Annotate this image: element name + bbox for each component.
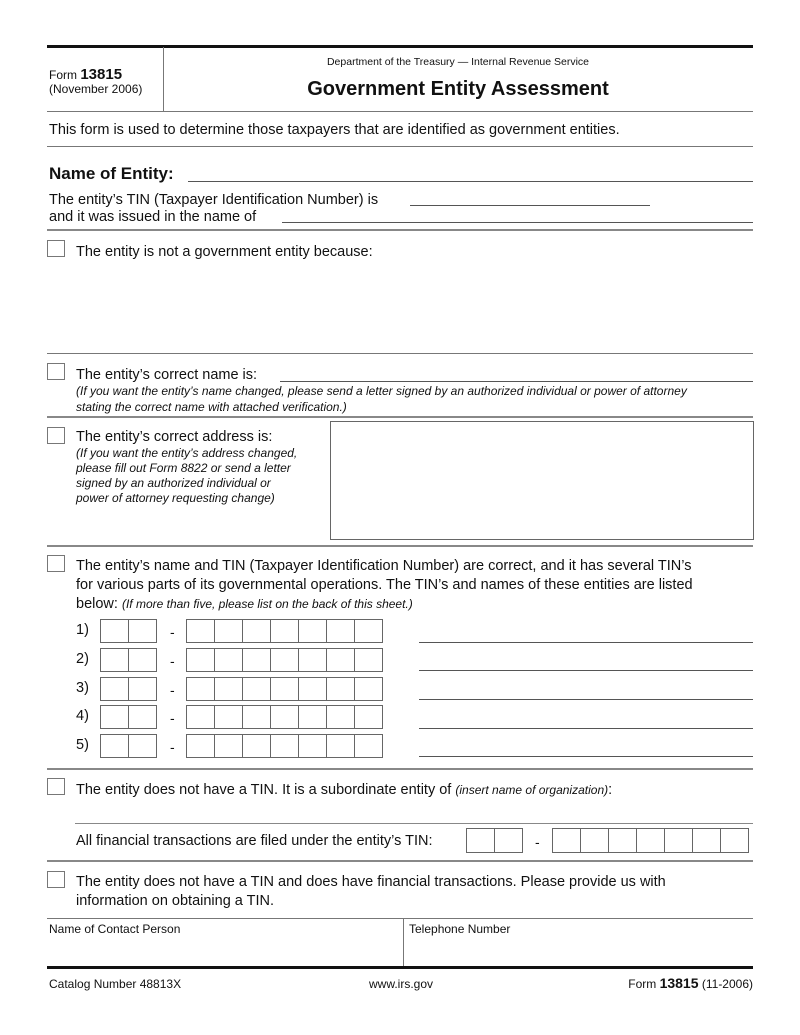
entity-rule [47, 229, 753, 231]
form-id [49, 66, 122, 83]
tin-digit-box[interactable] [186, 705, 215, 729]
correct-address-note-1: (If you want the entity’s address changed, [76, 446, 298, 460]
tin-digit-box[interactable] [100, 734, 129, 758]
tin-digit-box[interactable] [326, 648, 355, 672]
correct-name-note-2: stating the correct name with attached verification.) [76, 400, 347, 414]
subordinate-rule [47, 860, 753, 862]
tin-digit-box[interactable] [298, 648, 327, 672]
form-date: (November 2006) [49, 82, 143, 96]
top-rule [47, 45, 753, 48]
tin-digit-box[interactable] [270, 619, 299, 643]
tin-digit-box[interactable] [242, 677, 271, 701]
tin-row-number: 4) [76, 708, 89, 724]
contact-name-field[interactable] [47, 938, 402, 965]
tin-digit-box[interactable] [354, 619, 383, 643]
tin-digit-box[interactable] [186, 648, 215, 672]
tin-digit-box[interactable] [270, 648, 299, 672]
tin-digit-box[interactable] [494, 828, 523, 853]
several-tins-line-2: for various parts of its governmental operations. The TIN’s and names of these entities are listed [76, 577, 693, 593]
not-government-reason-field[interactable] [76, 265, 753, 350]
tin-row-suffix-boxes [186, 677, 383, 701]
tin-digit-box[interactable] [100, 705, 129, 729]
tin-dash: - [170, 739, 175, 755]
several-tins-checkbox[interactable] [47, 555, 65, 572]
tin-row-name-field[interactable] [419, 728, 753, 729]
correct-name-checkbox[interactable] [47, 363, 65, 380]
footer-form-number: 13815 [659, 975, 699, 991]
footer-form-id [628, 975, 753, 991]
tin-digit-box[interactable] [720, 828, 749, 853]
form-number: 13815 [80, 66, 123, 83]
tin-digit-box[interactable] [326, 677, 355, 701]
tin-digit-box[interactable] [214, 648, 243, 672]
correct-address-checkbox[interactable] [47, 427, 65, 444]
correct-address-note-2: please fill out Form 8822 or send a letter [76, 461, 291, 475]
transactions-tin-prefix-boxes [466, 828, 523, 853]
several-tins-line-1: The entity’s name and TIN (Taxpayer Identification Number) are correct, and it has several TIN’s [76, 558, 692, 574]
tin-digit-box[interactable] [326, 734, 355, 758]
tin-digit-box[interactable] [270, 677, 299, 701]
tin-digit-box[interactable] [186, 677, 215, 701]
tin-digit-box[interactable] [354, 734, 383, 758]
tin-dash: - [170, 653, 175, 669]
tin-digit-box[interactable] [186, 619, 215, 643]
tin-digit-box[interactable] [214, 734, 243, 758]
tin-digit-box[interactable] [466, 828, 495, 853]
tin-digit-box[interactable] [692, 828, 721, 853]
page-title: Government Entity Assessment [307, 78, 609, 100]
subordinate-checkbox[interactable] [47, 778, 65, 795]
correct-address-label: The entity’s correct address is: [76, 429, 273, 445]
footer-form-prefix: Form [628, 977, 657, 991]
tin-field[interactable] [410, 205, 650, 206]
not-government-label: The entity is not a government entity because: [76, 244, 373, 260]
entity-name-field[interactable] [188, 181, 753, 182]
tin-digit-box[interactable] [242, 648, 271, 672]
transactions-tin-suffix-boxes [552, 828, 749, 853]
tin-digit-box[interactable] [298, 734, 327, 758]
subordinate-colon: : [608, 782, 613, 798]
intro-rule [47, 146, 753, 147]
entity-name-label: Name of Entity: [49, 164, 174, 183]
correct-name-note-1: (If you want the entity’s name changed, please send a letter signed by an authorized individual or power of attorney [76, 384, 687, 398]
tin-row-name-field[interactable] [419, 642, 753, 643]
form-prefix: Form [49, 68, 77, 82]
correct-name-field[interactable] [280, 381, 753, 382]
several-tins-rule [47, 768, 753, 770]
tin-digit-box[interactable] [128, 734, 157, 758]
footer-form-rev: (11-2006) [701, 977, 753, 991]
tin-digit-box[interactable] [128, 705, 157, 729]
tin-digit-box[interactable] [186, 734, 215, 758]
transactions-tin-dash: - [535, 834, 540, 850]
tin-digit-box[interactable] [128, 648, 157, 672]
tin-digit-box[interactable] [354, 705, 383, 729]
tin-digit-box[interactable] [100, 619, 129, 643]
tin-row-name-field[interactable] [419, 756, 753, 757]
telephone-field[interactable] [405, 938, 753, 965]
tin-dash: - [170, 624, 175, 640]
tin-row-name-field[interactable] [419, 670, 753, 671]
several-tins-note: (If more than five, please list on the back of this sheet.) [121, 597, 413, 611]
transactions-label: All financial transactions are filed under the entity’s TIN: [76, 833, 433, 849]
tin-row-number: 3) [76, 680, 89, 696]
subordinate-label-line [76, 782, 612, 798]
correct-address-field[interactable] [330, 421, 754, 540]
tin-digit-box[interactable] [354, 677, 383, 701]
correct-address-note-3: signed by an authorized individual or [76, 476, 271, 490]
tin-digit-box[interactable] [270, 705, 299, 729]
no-tin-line-2: information on obtaining a TIN. [76, 893, 275, 909]
tin-digit-box[interactable] [354, 648, 383, 672]
tin-digit-box[interactable] [100, 677, 129, 701]
header-bottom-rule [47, 111, 753, 112]
intro-text: This form is used to determine those taxpayers that are identified as government entities. [49, 122, 620, 138]
agency-name: Department of the Treasury — Internal Revenue Service [326, 56, 590, 68]
no-tin-checkbox[interactable] [47, 871, 65, 888]
correct-name-label: The entity’s correct name is: [76, 367, 258, 383]
tin-digit-box[interactable] [128, 619, 157, 643]
tin-digit-box[interactable] [270, 734, 299, 758]
tin-row-prefix-boxes [100, 648, 157, 672]
tin-digit-box[interactable] [298, 619, 327, 643]
tin-row-suffix-boxes [186, 734, 383, 758]
tin-digit-box[interactable] [326, 705, 355, 729]
tin-dash: - [170, 710, 175, 726]
catalog-number: Catalog Number 48813X [49, 977, 182, 991]
tin-row-prefix-boxes [100, 705, 157, 729]
contact-top-rule [47, 918, 753, 919]
tin-row-suffix-boxes [186, 648, 383, 672]
several-tins-below: below: [76, 596, 118, 612]
tin-row-prefix-boxes [100, 734, 157, 758]
subordinate-label: The entity does not have a TIN. It is a subordinate entity of [76, 782, 452, 798]
tin-digit-box[interactable] [608, 828, 637, 853]
several-tins-line-3 [76, 596, 413, 612]
subordinate-organization-field[interactable] [75, 823, 753, 824]
correct-name-rule [47, 416, 753, 418]
issued-name-field[interactable] [282, 222, 753, 223]
tin-digit-box[interactable] [242, 619, 271, 643]
tin-digit-box[interactable] [298, 705, 327, 729]
contact-name-label: Name of Contact Person [49, 922, 181, 936]
not-government-checkbox[interactable] [47, 240, 65, 257]
tin-digit-box[interactable] [664, 828, 693, 853]
correct-address-rule [47, 545, 753, 547]
tin-label: The entity’s TIN (Taxpayer Identification Number) is [49, 192, 379, 208]
telephone-label: Telephone Number [409, 922, 511, 936]
footer-rule [47, 966, 753, 969]
tin-row-prefix-boxes [100, 677, 157, 701]
tin-row-suffix-boxes [186, 705, 383, 729]
tin-dash: - [170, 682, 175, 698]
tin-row-number: 2) [76, 651, 89, 667]
not-government-rule [47, 353, 753, 354]
tin-digit-box[interactable] [552, 828, 581, 853]
tin-digit-box[interactable] [580, 828, 609, 853]
tin-digit-box[interactable] [242, 705, 271, 729]
tin-digit-box[interactable] [214, 705, 243, 729]
contact-divider [403, 918, 404, 967]
tin-digit-box[interactable] [128, 677, 157, 701]
tin-row-suffix-boxes [186, 619, 383, 643]
tin-row-name-field[interactable] [419, 699, 753, 700]
tin-digit-box[interactable] [100, 648, 129, 672]
tin-row-prefix-boxes [100, 619, 157, 643]
subordinate-note: (insert name of organization) [455, 783, 609, 797]
tin-row-number: 1) [76, 622, 89, 638]
tin-digit-box[interactable] [326, 619, 355, 643]
tin-digit-box[interactable] [214, 619, 243, 643]
no-tin-line-1: The entity does not have a TIN and does have financial transactions. Please provide us with [76, 874, 666, 890]
issued-name-label: and it was issued in the name of [49, 209, 257, 225]
correct-address-note-4: power of attorney requesting change) [76, 491, 275, 505]
tin-digit-box[interactable] [242, 734, 271, 758]
tin-digit-box[interactable] [636, 828, 665, 853]
tin-digit-box[interactable] [214, 677, 243, 701]
website-link[interactable]: www.irs.gov [369, 977, 434, 991]
tin-row-number: 5) [76, 737, 89, 753]
tin-digit-box[interactable] [298, 677, 327, 701]
